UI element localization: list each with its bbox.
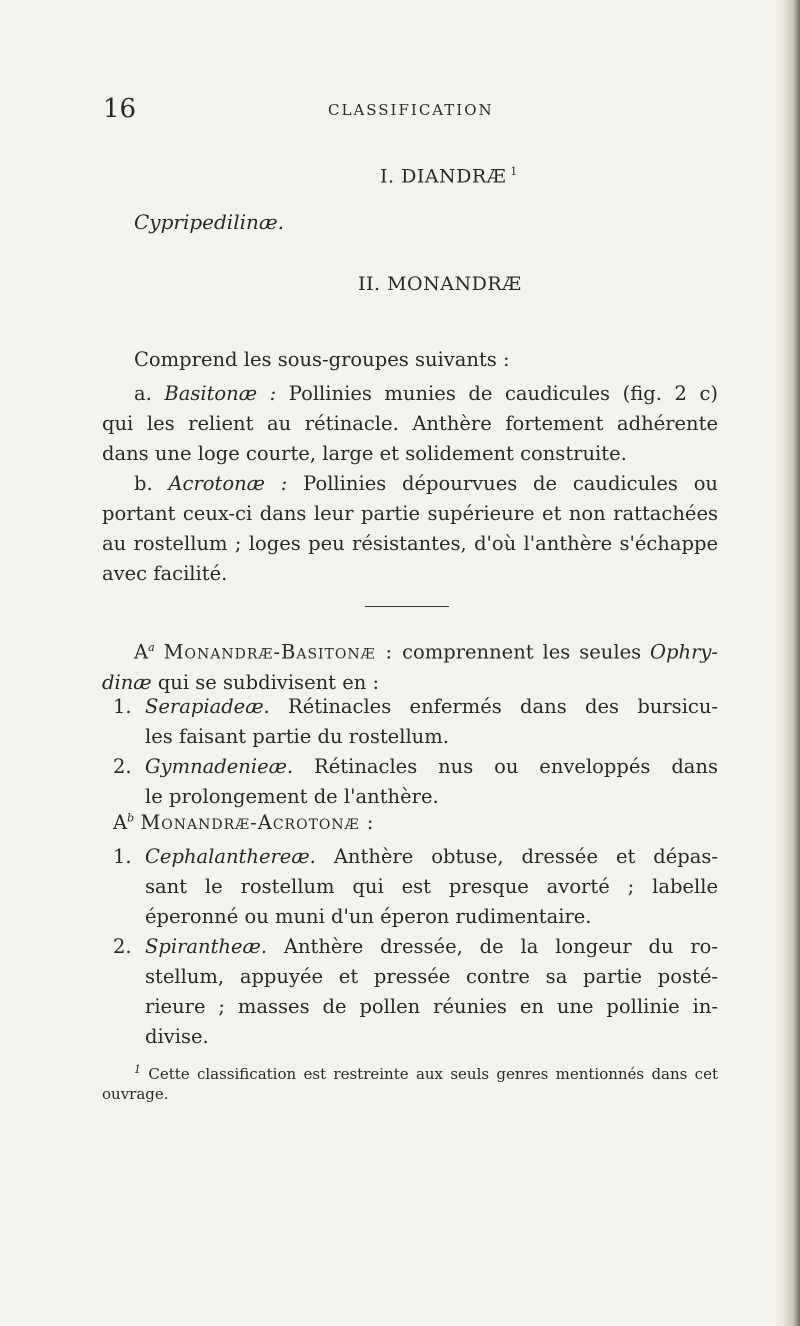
genus-name: Ophry- bbox=[650, 640, 719, 664]
list-line bbox=[145, 842, 718, 872]
list-text: Rétinacles nus ou enveloppés dans bbox=[314, 755, 718, 778]
list-line: éperonné ou muni d'un éperon rudimentaire. bbox=[145, 905, 592, 928]
footnote-text: Cette classification est restreinte aux seuls genres mentionnés dans cet bbox=[148, 1065, 718, 1083]
group-superscript: b bbox=[127, 811, 135, 825]
section-title-monandrae: II. MONANDRÆ bbox=[358, 273, 522, 295]
group-text: qui se subdivisent en : bbox=[157, 670, 380, 694]
genus-name: dinæ bbox=[102, 670, 152, 694]
list-number: 2. bbox=[113, 755, 132, 778]
list-number: 2. bbox=[113, 935, 132, 958]
list-line: stellum, appuyée et pressée contre sa partie posté- bbox=[145, 965, 718, 988]
subgroup-cypripedilinae: Cypripedilinæ. bbox=[134, 210, 285, 234]
footnote bbox=[102, 1060, 718, 1104]
paragraph-line: avec facilité. bbox=[102, 562, 228, 585]
paragraph-line bbox=[102, 379, 718, 409]
running-head: CLASSIFICATION bbox=[328, 101, 494, 119]
list-line bbox=[145, 692, 718, 722]
paragraph-line bbox=[102, 633, 718, 668]
group-name: Monandræ-Acrotonæ : bbox=[140, 811, 375, 834]
list-line: sant le rostellum qui est presque avorté ; labelle bbox=[145, 875, 718, 898]
footnote-reference: 1 bbox=[510, 165, 518, 178]
footnote-marker: 1 bbox=[134, 1063, 141, 1076]
paragraph-line: qui les relient au rétinacle. Anthère fortement adhérente bbox=[102, 412, 718, 435]
tribe-name: Serapiadeæ. bbox=[145, 695, 270, 718]
tribe-name: Spirantheæ. bbox=[145, 935, 268, 958]
item-name: Acrotonæ : bbox=[168, 472, 288, 495]
paragraph-basitonae bbox=[102, 379, 718, 469]
item-text: Pollinies munies de caudicules (fig. 2 c) bbox=[288, 382, 718, 405]
item-text: Pollinies dépourvues de caudicules ou bbox=[303, 472, 718, 495]
page-edge-shadow bbox=[774, 0, 800, 1326]
page-number: 16 bbox=[103, 94, 137, 124]
list-line: le prolongement de l'anthère. bbox=[145, 785, 439, 808]
list-text: Anthère dressée, de la longeur du ro- bbox=[283, 935, 719, 958]
group-a-heading bbox=[102, 633, 718, 698]
item-name: Basitonæ : bbox=[164, 382, 277, 405]
horizontal-rule bbox=[365, 606, 449, 607]
paragraph-line bbox=[102, 469, 718, 499]
tribe-name: Cephalanthereæ. bbox=[145, 845, 316, 868]
item-label: a. bbox=[134, 382, 152, 405]
section-title-text: I. DIANDRÆ bbox=[380, 165, 507, 188]
list-line bbox=[145, 932, 718, 962]
list-line bbox=[145, 752, 718, 782]
list-body bbox=[145, 842, 718, 932]
group-letter: A bbox=[113, 811, 128, 834]
paragraph-line: au rostellum ; loges peu résistantes, d'où l'anthère s'échappe bbox=[102, 532, 718, 555]
paragraph-acrotonae bbox=[102, 469, 718, 589]
tribe-name: Gymnadenieæ. bbox=[145, 755, 294, 778]
list-number: 1. bbox=[113, 845, 132, 868]
list-body bbox=[145, 752, 718, 812]
list-body bbox=[145, 932, 718, 1052]
list-number: 1. bbox=[113, 695, 132, 718]
group-letter: A bbox=[134, 640, 149, 664]
list-body bbox=[145, 692, 718, 752]
list-line: rieure ; masses de pollen réunies en une pollinie in- bbox=[145, 995, 718, 1018]
section-intro: Comprend les sous-groupes suivants : bbox=[134, 348, 510, 371]
footnote-line bbox=[102, 1060, 718, 1084]
group-superscript: a bbox=[148, 641, 155, 654]
list-line: divise. bbox=[145, 1025, 209, 1048]
list-text: Anthère obtuse, dressée et dépas- bbox=[333, 845, 719, 868]
paragraph-line: dans une loge courte, large et solidement construite. bbox=[102, 442, 627, 465]
list-text: Rétinacles enfermés dans des bursicu- bbox=[288, 695, 718, 718]
section-title-diandrae bbox=[380, 165, 518, 187]
paragraph-line: portant ceux-ci dans leur partie supérieure et non rattachées bbox=[102, 502, 718, 525]
footnote-line: ouvrage. bbox=[102, 1085, 169, 1103]
item-label: b. bbox=[134, 472, 153, 495]
list-line: les faisant partie du rostellum. bbox=[145, 725, 449, 748]
group-b-heading bbox=[113, 811, 374, 834]
group-name: Monandræ-Basitonæ : bbox=[163, 640, 394, 664]
group-text: comprennent les seules bbox=[402, 640, 642, 664]
